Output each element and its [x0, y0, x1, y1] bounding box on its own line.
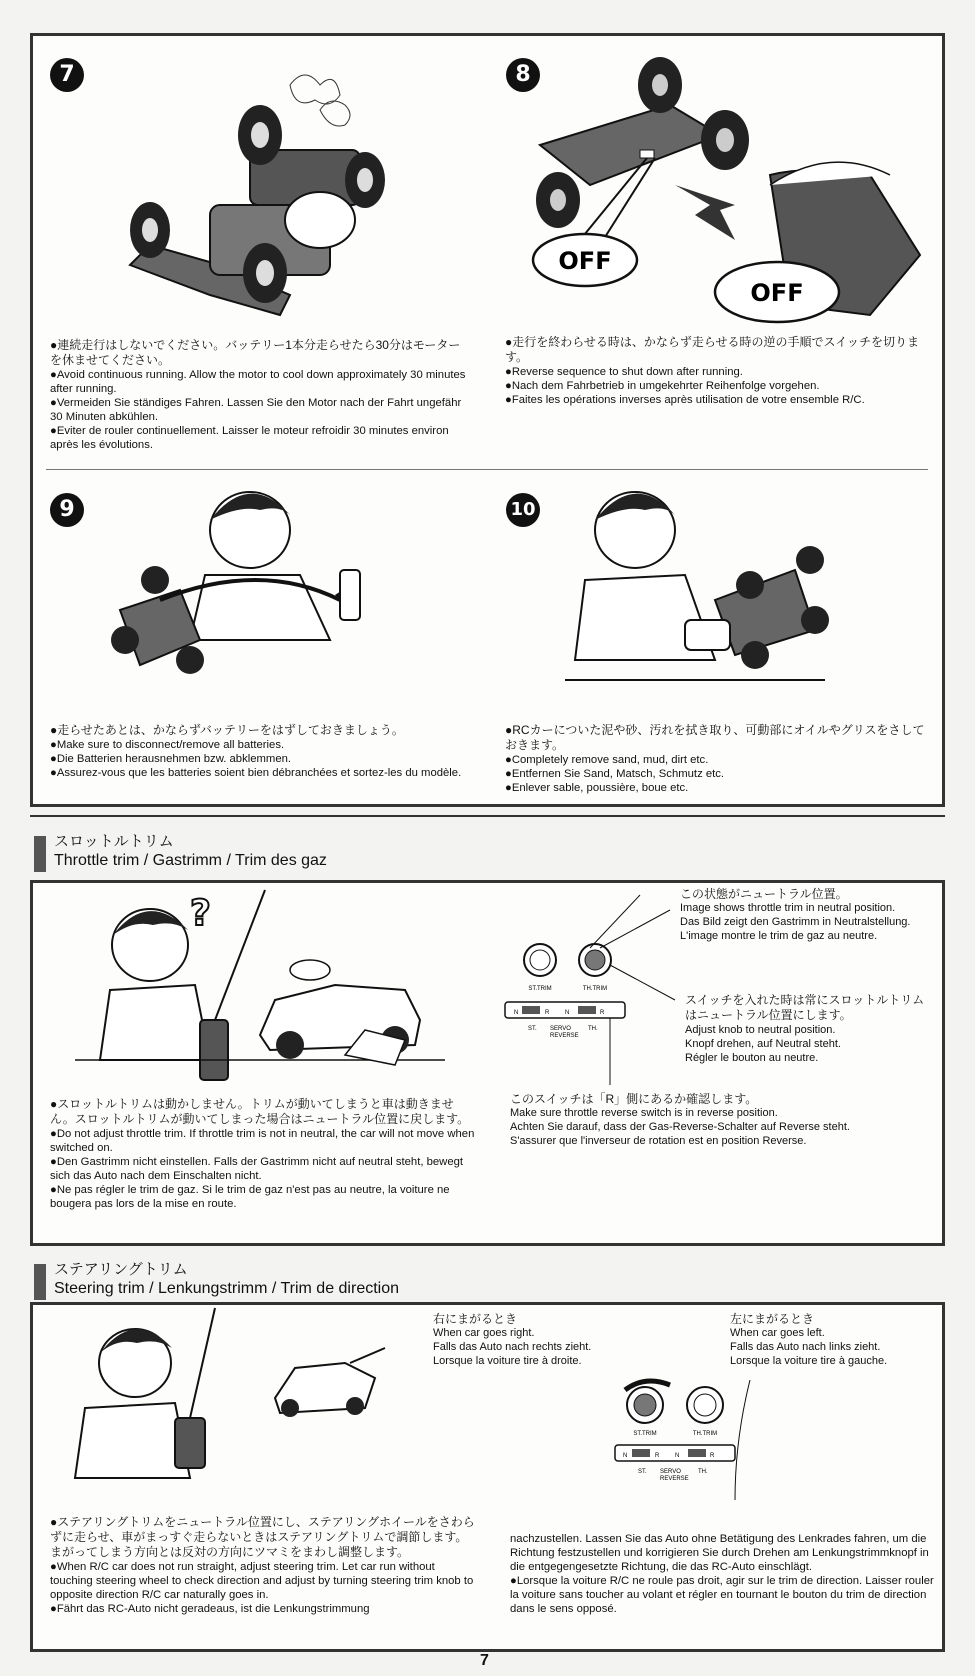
throttle-switch-de: Knopf drehen, auf Neutral steht.: [685, 1038, 841, 1050]
step-7-text: [50, 338, 470, 452]
steering-body-fr: ●Lorsque la voiture R/C ne roule pas droit, agir sur le trim de direction. Laisser rouler la voiture sans toucher au volant et régler en tournant le bouton du trim de direction dans le sens opposé.: [510, 1575, 934, 1615]
steering-body-en: ●When R/C car does not run straight, adjust steering trim. Let car run without touching steering wheel to check direction and adjust by turning steering trim knob to opposite direction R/C car naturally goes in.: [50, 1561, 474, 1601]
steering-panel-th: TH.: [698, 1469, 708, 1475]
steering-left-note: [730, 1312, 940, 1368]
steering-right-jp: 右にまがるとき: [433, 1312, 518, 1326]
steering-title-en: Steering trim / Lenkungstrimm / Trim de direction: [54, 1280, 400, 1297]
step-10-number: 10: [506, 493, 540, 527]
throttle-body-fr: ●Ne pas régler le trim de gaz. Si le trim de gaz n'est pas au neutre, la voiture ne bougera pas lors de la mise en route.: [50, 1184, 450, 1210]
throttle-header-bar: [34, 836, 46, 872]
steering-body-de-1: ●Fährt das RC-Auto nicht geradeaus, ist die Lenkungstrimmung: [50, 1603, 370, 1615]
steering-header-bar: [34, 1264, 46, 1300]
step-10-text: [505, 723, 930, 795]
step-9-number: 9: [50, 493, 84, 527]
throttle-neutral-fr: L'image montre le trim de gaz au neutre.: [680, 930, 878, 942]
step-10-jp: ●RCカーについた泥や砂、汚れを拭き取り、可動部にオイルやグリスをさしておきます。: [505, 723, 925, 752]
throttle-body-text: [50, 1097, 475, 1211]
step-7-number: 7: [50, 58, 84, 92]
steering-panel-reverse: REVERSE: [660, 1476, 689, 1482]
step-8-fr: ●Faites les opérations inverses après utilisation de votre ensemble R/C.: [505, 394, 865, 406]
throttle-reverse-jp: このスイッチは「R」側にあるか確認します。: [510, 1092, 758, 1106]
throttle-panel-n1: N: [514, 1010, 519, 1016]
steering-body-jp: ●ステアリングトリムをニュートラル位置にし、ステアリングホイールをさわらずに走らせ、車がまっすぐ走らないときはステアリングトリムで調節します。まがってしまう方向とは反対の方向にツマミをまわし調整します。: [50, 1515, 475, 1559]
steering-illustration: [65, 1308, 425, 1508]
steps-divider: [46, 469, 928, 470]
throttle-reverse-de: Achten Sie darauf, dass der Gas-Reverse-Schalter auf Reverse steht.: [510, 1121, 850, 1133]
throttle-body-de: ●Den Gastrimm nicht einstellen. Falls der Gastrimm nicht auf neutral steht, bewegt sich das Auto nach dem Einschalten nicht.: [50, 1156, 464, 1182]
steering-right-en: When car goes right.: [433, 1327, 535, 1339]
throttle-reverse-en: Make sure throttle reverse switch is in reverse position.: [510, 1107, 778, 1119]
steering-transmitter-panel: [605, 1370, 765, 1510]
throttle-reverse-note: [510, 1092, 935, 1148]
throttle-title-jp: スロットルトリム: [54, 832, 174, 850]
throttle-panel-r1: R: [545, 1010, 550, 1016]
throttle-neutral-de: Das Bild zeigt den Gastrimm in Neutralstellung.: [680, 916, 911, 928]
step-9-illustration: [100, 490, 380, 710]
off-label-2: OFF: [750, 279, 804, 307]
throttle-neutral-en: Image shows throttle trim in neutral position.: [680, 902, 896, 914]
throttle-body-en: ●Do not adjust throttle trim. If throttle trim is not in neutral, the car will not move when switched on.: [50, 1128, 475, 1154]
throttle-panel-n2: N: [565, 1010, 570, 1016]
step-9-en: ●Make sure to disconnect/remove all batteries.: [50, 739, 285, 751]
step-8-illustration: [520, 55, 930, 315]
step-7-illustration: [120, 65, 400, 325]
throttle-reverse-fr: S'assurer que l'inverseur de rotation est en position Reverse.: [510, 1135, 807, 1147]
throttle-illustration: [75, 890, 455, 1090]
throttle-panel-st-trim: ST.TRIM: [528, 986, 552, 992]
steering-panel-r1: R: [655, 1453, 660, 1459]
throttle-title-en: Throttle trim / Gastrimm / Trim des gaz: [54, 852, 327, 869]
question-mark-icon: ?: [190, 893, 211, 934]
throttle-panel-th: TH.: [588, 1026, 598, 1032]
steering-title-jp: ステアリングトリム: [54, 1260, 188, 1278]
steering-panel-n1: N: [623, 1453, 628, 1459]
steering-panel-r2: R: [710, 1453, 715, 1459]
step-7-jp: ●連続走行はしないでください。バッテリー1本分走らせたら30分はモーターを休ませてください。: [50, 338, 461, 367]
throttle-panel-servo: SERVO: [550, 1026, 571, 1032]
steering-panel-st-trim: ST.TRIM: [633, 1431, 657, 1437]
step-10-en: ●Completely remove sand, mud, dirt etc.: [505, 754, 709, 766]
throttle-panel-r2: R: [600, 1010, 605, 1016]
step-8-text: [505, 335, 930, 407]
throttle-switch-fr: Régler le bouton au neutre.: [685, 1052, 819, 1064]
step-10-illustration: [565, 490, 885, 710]
throttle-panel-th-trim: TH.TRIM: [582, 986, 608, 992]
throttle-switch-jp: スイッチを入れた時は常にスロットルトリムはニュートラル位置にします。: [685, 993, 925, 1022]
steering-left-de: Falls das Auto nach links zieht.: [730, 1341, 881, 1353]
step-8-number: 8: [506, 58, 540, 92]
step-7-fr: ●Eviter de rouler continuellement. Laisser le moteur refroidir 30 minutes environ après les évolutions.: [50, 425, 449, 451]
throttle-neutral-note: [680, 887, 940, 943]
steering-panel-st: ST.: [638, 1469, 647, 1475]
step-9-jp: ●走らせたあとは、かならずバッテリーをはずしておきましょう。: [50, 723, 404, 737]
steering-left-en: When car goes left.: [730, 1327, 825, 1339]
throttle-panel-reverse: REVERSE: [550, 1033, 579, 1039]
step-9-text: [50, 723, 475, 780]
steering-body-right: [510, 1532, 935, 1616]
steering-body-left: [50, 1515, 475, 1616]
step-8-de: ●Nach dem Fahrbetrieb in umgekehrter Reihenfolge vorgehen.: [505, 380, 820, 392]
throttle-switch-en: Adjust knob to neutral position.: [685, 1024, 836, 1036]
steering-right-fr: Lorsque la voiture tire à droite.: [433, 1355, 582, 1367]
throttle-panel-st: ST.: [528, 1026, 537, 1032]
steering-panel-servo: SERVO: [660, 1469, 681, 1475]
off-label-1: OFF: [558, 247, 612, 275]
steering-left-jp: 左にまがるとき: [730, 1312, 815, 1326]
throttle-body-jp: ●スロットルトリムは動かしません。トリムが動いてしまうと車は動きません。スロットルトリムが動いてしまった場合はニュートラル位置に戻します。: [50, 1097, 470, 1126]
step-7-en: ●Avoid continuous running. Allow the motor to cool down approximately 30 minutes after running.: [50, 369, 466, 395]
throttle-header: [34, 830, 534, 875]
page-number: 7: [480, 1652, 489, 1669]
steering-body-de-2: nachzustellen. Lassen Sie das Auto ohne Betätigung des Lenkrades fahren, um die Richtung festzustellen und korrigieren Sie durch Drehen am Lenkungstrimmknopf in die entgegengesetzte Richtung, die das RC-Auto einschlägt.: [510, 1533, 929, 1573]
step-8-en: ●Reverse sequence to shut down after running.: [505, 366, 743, 378]
throttle-rule: [30, 815, 945, 817]
step-10-de: ●Entfernen Sie Sand, Matsch, Schmutz etc.: [505, 768, 725, 780]
step-9-de: ●Die Batterien herausnehmen bzw. abklemmen.: [50, 753, 292, 765]
steering-right-de: Falls das Auto nach rechts zieht.: [433, 1341, 592, 1353]
steering-panel-th-trim: TH.TRIM: [692, 1431, 718, 1437]
steering-right-note: [433, 1312, 673, 1368]
step-9-fr: ●Assurez-vous que les batteries soient bien débranchées et sortez-les du modèle.: [50, 767, 462, 779]
throttle-transmitter-panel: [500, 910, 650, 1060]
steering-left-fr: Lorsque la voiture tire à gauche.: [730, 1355, 888, 1367]
throttle-switch-note: [685, 993, 935, 1065]
throttle-neutral-jp: この状態がニュートラル位置。: [680, 887, 848, 901]
steering-header: [34, 1258, 534, 1303]
step-10-fr: ●Enlever sable, poussière, boue etc.: [505, 782, 689, 794]
step-8-jp: ●走行を終わらせる時は、かならず走らせる時の逆の手順でスイッチを切ります。: [505, 335, 920, 364]
steering-panel-n2: N: [675, 1453, 680, 1459]
step-7-de: ●Vermeiden Sie ständiges Fahren. Lassen Sie den Motor nach der Fahrt ungefähr 30 Minuten abkühlen.: [50, 397, 462, 423]
